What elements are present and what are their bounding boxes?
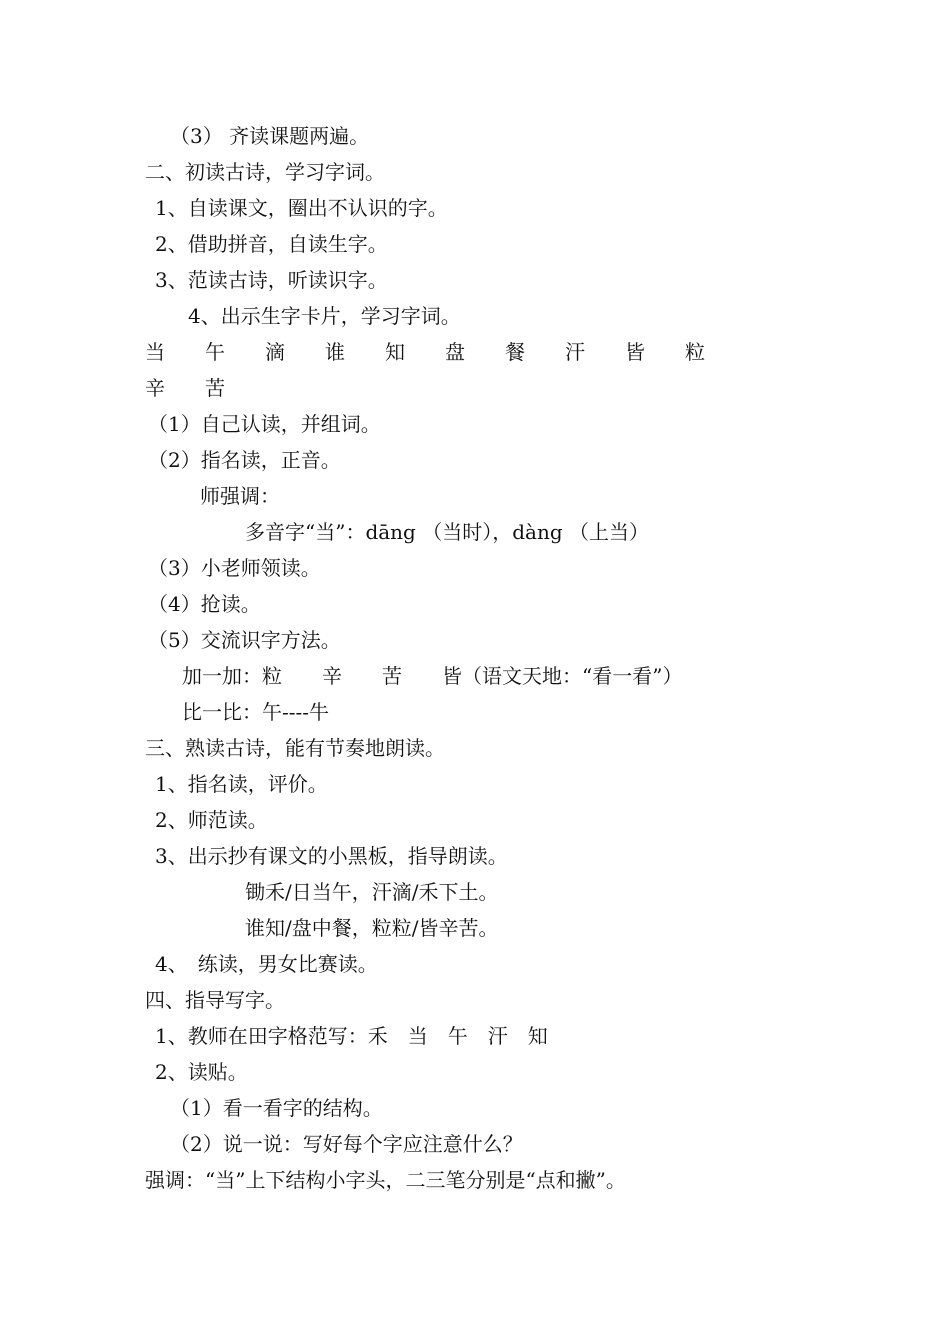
- character-list: 当 午 滴 谁 知 盘 餐 汗 皆 粒: [145, 340, 705, 364]
- text-line: （3） 齐读课题两遍。: [170, 124, 370, 148]
- poem-line: 谁知/盘中餐，粒粒/皆辛苦。: [245, 916, 499, 940]
- text-line: （1）自己认读，并组词。: [148, 412, 381, 436]
- text-line: （5）交流识字方法。: [148, 628, 341, 652]
- text-line: 1、指名读，评价。: [155, 772, 328, 796]
- text-line: 1、自读课文，圈出不认识的字。: [155, 196, 448, 220]
- text-line: 2、借助拼音，自读生字。: [155, 232, 388, 256]
- text-line: 加一加：粒 辛 苦 皆（语文天地：“看一看”）: [182, 664, 683, 688]
- text-line: 4、 练读，男女比赛读。: [155, 952, 378, 976]
- text-line: （3）小老师领读。: [148, 556, 321, 580]
- text-line: 1、教师在田字格范写：禾 当 午 汗 知: [155, 1024, 548, 1048]
- text-line: 师强调：: [200, 484, 280, 508]
- text-line: 多音字“当”：dāng （当时），dàng （上当）: [245, 520, 649, 544]
- section-heading: 三、熟读古诗，能有节奏地朗读。: [145, 736, 445, 760]
- text-line: 3、出示抄有课文的小黑板，指导朗读。: [155, 844, 508, 868]
- text-line: （2）说一说：写好每个字应注意什么？: [170, 1132, 523, 1156]
- text-line: （2）指名读，正音。: [148, 448, 341, 472]
- character-list: 辛 苦: [145, 376, 225, 400]
- text-line: 2、师范读。: [155, 808, 268, 832]
- section-heading: 四、指导写字。: [145, 988, 285, 1012]
- poem-line: 锄禾/日当午，汗滴/禾下土。: [245, 880, 499, 904]
- section-heading: 二、初读古诗，学习字词。: [145, 160, 385, 184]
- text-line: （4）抢读。: [148, 592, 261, 616]
- text-line: 4、出示生字卡片，学习字词。: [188, 304, 461, 328]
- text-line: 2、读贴。: [155, 1060, 248, 1084]
- text-line: 3、范读古诗，听读识字。: [155, 268, 388, 292]
- text-line: 比一比：午----牛: [182, 700, 330, 724]
- text-line: （1）看一看字的结构。: [170, 1096, 383, 1120]
- text-line: 强调：“当”上下结构小字头，二三笔分别是“点和撇”。: [145, 1168, 626, 1192]
